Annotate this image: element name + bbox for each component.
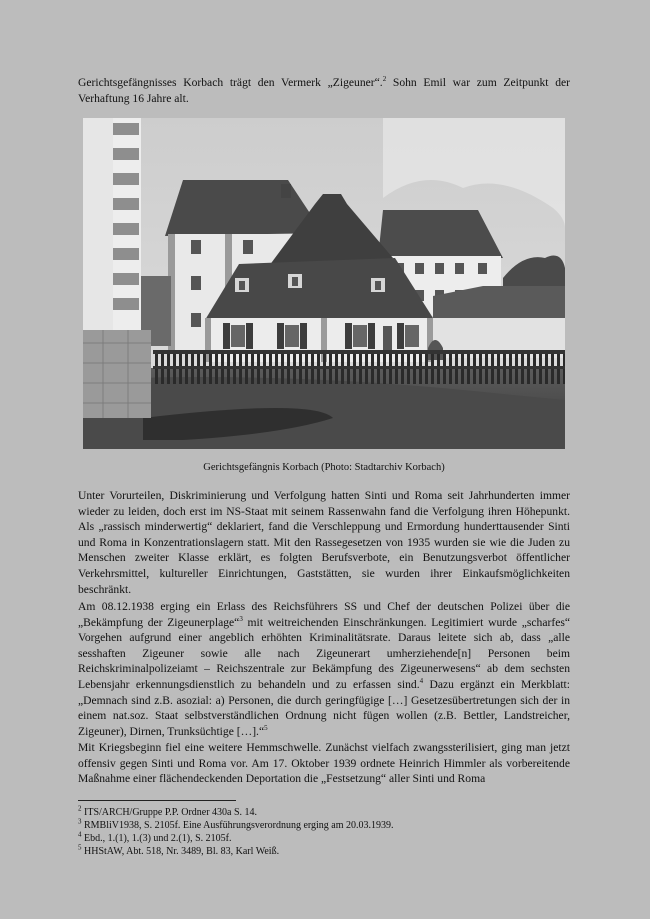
footnote-ref: 5 [264,723,268,732]
photo-gerichtsgefaengnis [83,118,565,449]
footnote-separator [78,800,236,801]
paragraph-text: Dazu ergänzt ein Merkblatt: „Demnach sind z.B. asozial: a) Personen, die durch geringfügige […] Gesetzesübertretungen sich der in einem nat.soz. Staat selbstverständlichen Ordnung nicht fügen wollen (z.B. Bettler, Landstreicher, Zigeuner), Dirnen, Trunksüchtige […].“ [78,677,570,738]
footnote [78,806,257,819]
footnote [78,845,279,858]
photo-caption: Gerichtsgefängnis Korbach (Photo: Stadtarchiv Korbach) [203,462,445,473]
footnote-ref: 3 [239,614,243,623]
footnote-number: 5 [78,843,82,852]
footnote [78,832,231,845]
footnote-number: 3 [78,817,82,826]
paragraph-intro [78,75,570,106]
footnote-ref: 4 [419,677,424,686]
footnote-ref: 2 [382,75,387,84]
footnote-text: HHStAW, Abt. 518, Nr. 3489, Bl. 83, Karl Weiß. [84,846,280,857]
paragraph-text: Gerichtsgefängnisses Korbach trägt den Vermerk „Zigeuner“. [78,76,383,89]
footnote [78,819,394,832]
footnote-text: Ebd., 1.(1), 1.(3) und 2.(1), S. 2105f. [84,833,232,844]
paragraph-text: mit weitreichenden Einschränkungen. Legitimiert wurde „scharfes“ Vorgehen aufgrund einer angeblich erhöhten Kriminalitätsrate. Daraus leitete sich ab, dass „alle sesshaften Zigeuner sowie alle nach Zigeunerart umherziehende[n] Personen beim Reichskriminalpolizeiamt – Reichszentrale zur Bekämpfung des Zigeunerwesens“ ab dem sechsten Lebensjahr erkennungsdienstlich zu behandeln und zu erfassen sind. [78,615,570,691]
paragraph-text: Am 08.12.1938 erging ein Erlass des Reichsführers SS und Chef der deutschen Polizei über die „Bekämpfung der Zigeunerplage“ [78,600,570,629]
paragraph-text: Sohn Emil war zum Zeitpunkt der Verhaftung 16 Jahre alt. [78,76,571,105]
footnote-number: 4 [78,830,82,839]
paragraph-kriegsbeginn: Mit Kriegsbeginn fiel eine weitere Hemmschwelle. Zunächst vielfach zwangssterilisiert, ging man jetzt offensiv gegen Sinti und Roma vor. Am 17. Oktober 1939 ordnete Heinrich Himmler als vorbereitende Maßnahme einer flächendeckenden Deportation die „Festsetzung“ aller Sinti und Roma [78,741,570,786]
paragraph-erlass [78,599,570,739]
paragraph-verfolgung: Unter Vorurteilen, Diskriminierung und Verfolgung hatten Sinti und Roma seit Jahrhunderten immer wieder zu leiden, doch erst im NS-Staat mit seinem Rassenwahn fand die Verfolgung ihren Höhepunkt. Als „rassisch minderwertig“ deklariert, fand die Verschleppung und Ermordung hunderttausender Sinti und Roma in Konzentrationslagern statt. Mit den Rassegesetzen von 1935 wurden sie wie die Juden zu Menschen zweiter Klasse erklärt, es folgten Berufsverbote, ein Benutzungsverbot öffentlicher Verkehrsmittel, kultureller Einrichtungen, Gaststätten, sie wurden ihrer Einkaufsmöglichkeiten beschränkt. [78,489,570,596]
footnote-number: 2 [78,804,82,813]
footnote-text: RMBliV1938, S. 2105f. Eine Ausführungsverordnung erging am 20.03.1939. [84,820,394,831]
footnote-text: ITS/ARCH/Gruppe P.P. Ordner 430a S. 14. [84,807,258,818]
